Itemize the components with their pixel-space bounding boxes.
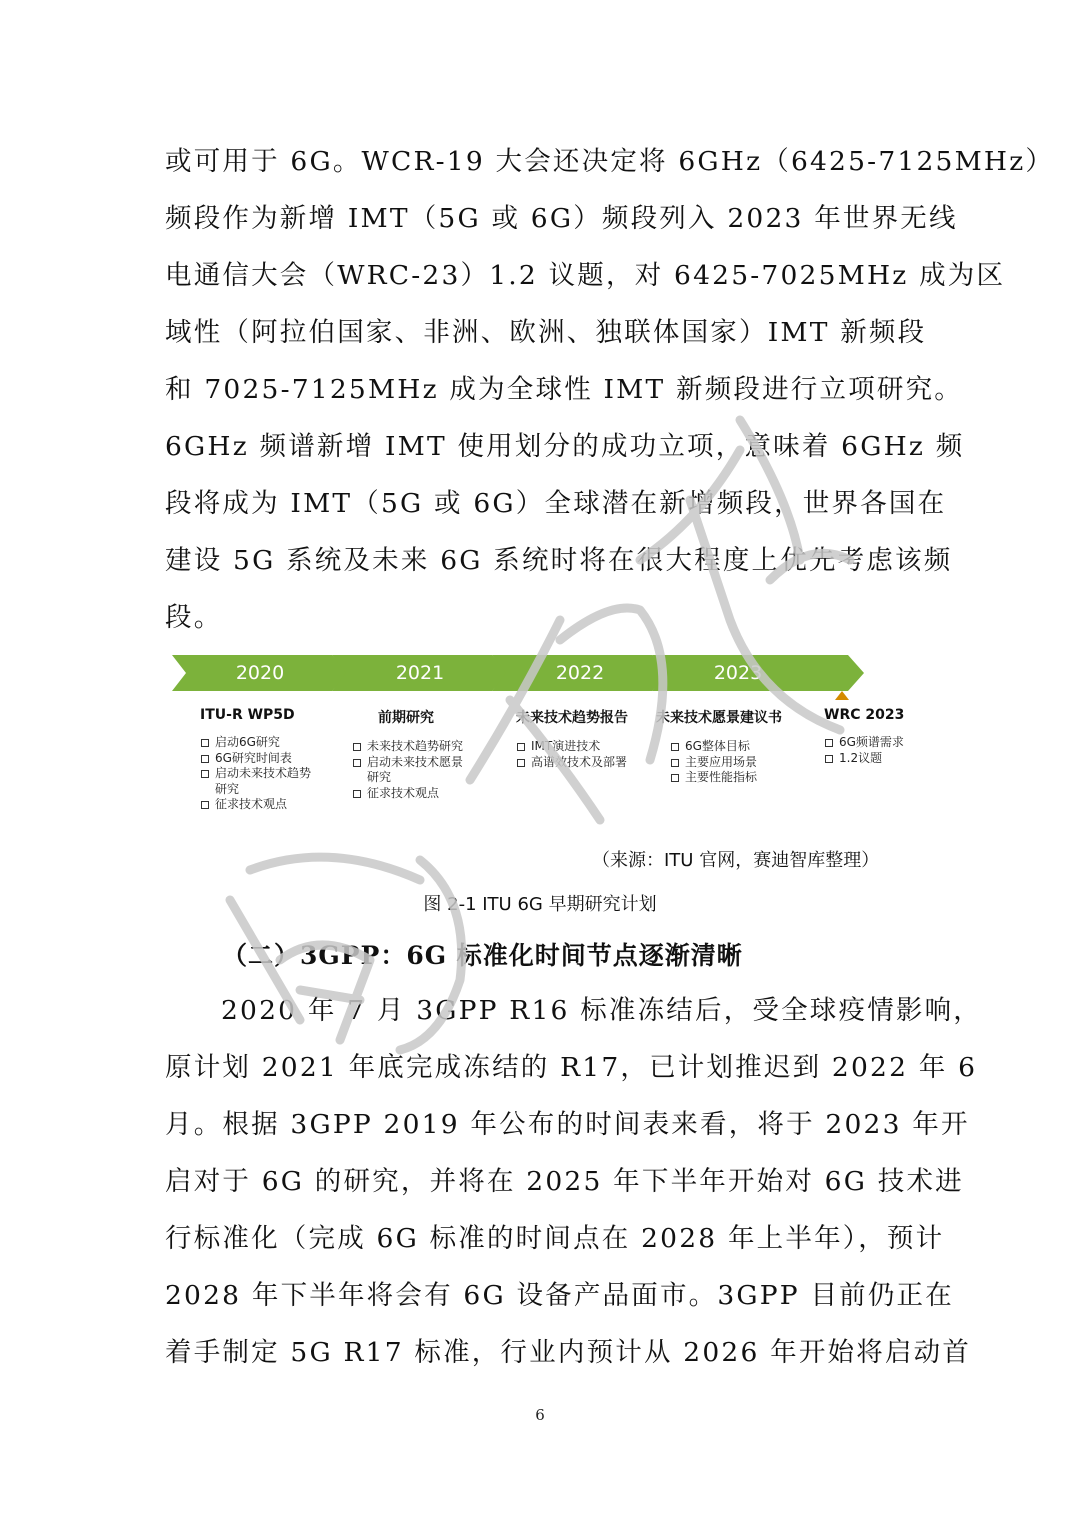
timeline-year-label: 2023 (713, 662, 763, 684)
figure-source: （来源：ITU 官网，赛迪智库整理） (592, 850, 880, 871)
text-line: 原计划 2021 年底完成冻结的 R17，已计划推迟到 2022 年 6 (165, 1052, 978, 1083)
text-line: 启对于 6G 的研究，并将在 2025 年下半年开始对 6G 技术进 (165, 1166, 964, 1197)
list-item: 征求技术观点 (352, 786, 463, 802)
itu-timeline-figure (172, 655, 905, 825)
text-line: 域性（阿拉伯国家、非洲、欧洲、独联体国家）IMT 新频段 (165, 317, 927, 348)
text-line: 段。 (165, 602, 223, 633)
text-line: 段将成为 IMT（5G 或 6G）全球潜在新增频段，世界各国在 (165, 488, 947, 519)
list-item: 未来技术趋势研究 (352, 739, 463, 755)
text-line: 电通信大会（WRC-23）1.2 议题，对 6425-7025MHz 成为区 (165, 260, 1006, 291)
list-item: 研究 (367, 770, 392, 784)
timeline-year-bar (332, 655, 508, 691)
timeline-column (824, 707, 904, 766)
figure-caption: 图 2-1 ITU 6G 早期研究计划 (423, 894, 657, 915)
column-heading: WRC 2023 (824, 707, 905, 723)
list-item: 启动未来技术趋势 (200, 766, 311, 782)
column-heading: 前期研究 (378, 710, 434, 726)
timeline-year-bar (172, 655, 348, 691)
wrc-marker-icon (835, 691, 849, 700)
column-heading: 未来技术愿景建议书 (656, 710, 782, 726)
list-item: 启动未来技术愿景 (352, 755, 463, 771)
text-line: 频段作为新增 IMT（5G 或 6G）频段列入 2023 年世界无线 (165, 203, 958, 234)
list-item: 高谱效技术及部署 (516, 755, 628, 771)
timeline-column (200, 707, 311, 813)
timeline-year-bar (492, 655, 668, 691)
text-line: 和 7025-7125MHz 成为全球性 IMT 新频段进行立项研究。 (165, 374, 964, 405)
list-item: 主要应用场景 (670, 755, 782, 771)
timeline-column (516, 707, 628, 770)
text-line: 建设 5G 系统及未来 6G 系统时将在很大程度上优先考虑该频 (165, 545, 953, 576)
column-heading: ITU-R WP5D (200, 707, 295, 723)
text-line: 2020 年 7 月 3GPP R16 标准冻结后，受全球疫情影响， (221, 995, 983, 1026)
timeline-year-label: 2021 (395, 662, 445, 684)
text-line: 月。根据 3GPP 2019 年公布的时间表来看，将于 2023 年开 (165, 1109, 970, 1140)
list-item: 研究 (215, 781, 240, 796)
timeline-year-label: 2020 (235, 662, 285, 684)
page-number: 6 (535, 1406, 545, 1424)
list-item: 征求技术观点 (200, 797, 311, 813)
list-item: 主要性能指标 (670, 770, 782, 786)
list-item: 1.2议题 (824, 751, 904, 767)
list-item: 6G整体目标 (670, 739, 782, 755)
text-line: 2028 年下半年将会有 6G 设备产品面市。3GPP 目前仍正在 (165, 1280, 954, 1311)
column-heading: 未来技术趋势报告 (516, 710, 628, 726)
timeline-column (352, 707, 463, 801)
text-line: 6GHz 频谱新增 IMT 使用划分的成功立项，意味着 6GHz 频 (165, 431, 965, 462)
list-item: 6G研究时间表 (200, 751, 311, 767)
paragraph-3gpp (165, 982, 983, 1381)
section-heading: （二）3GPP：6G 标准化时间节点逐渐清晰 (222, 941, 743, 970)
timeline-year-label: 2022 (555, 662, 605, 684)
text-line: 行标准化（完成 6G 标准的时间点在 2028 年上半年），预计 (165, 1223, 945, 1254)
text-line: 着手制定 5G R17 标准，行业内预计从 2026 年开始将启动首 (165, 1337, 972, 1368)
paragraph-spectrum (165, 133, 1055, 646)
timeline-column (656, 707, 782, 786)
list-item: IMT演进技术 (516, 739, 628, 755)
list-item: 6G频谱需求 (824, 735, 904, 751)
timeline-year-bar (652, 655, 864, 691)
text-line: 或可用于 6G。WCR-19 大会还决定将 6GHz（6425-7125MHz） (165, 146, 1055, 177)
list-item: 启动6G研究 (200, 735, 311, 751)
